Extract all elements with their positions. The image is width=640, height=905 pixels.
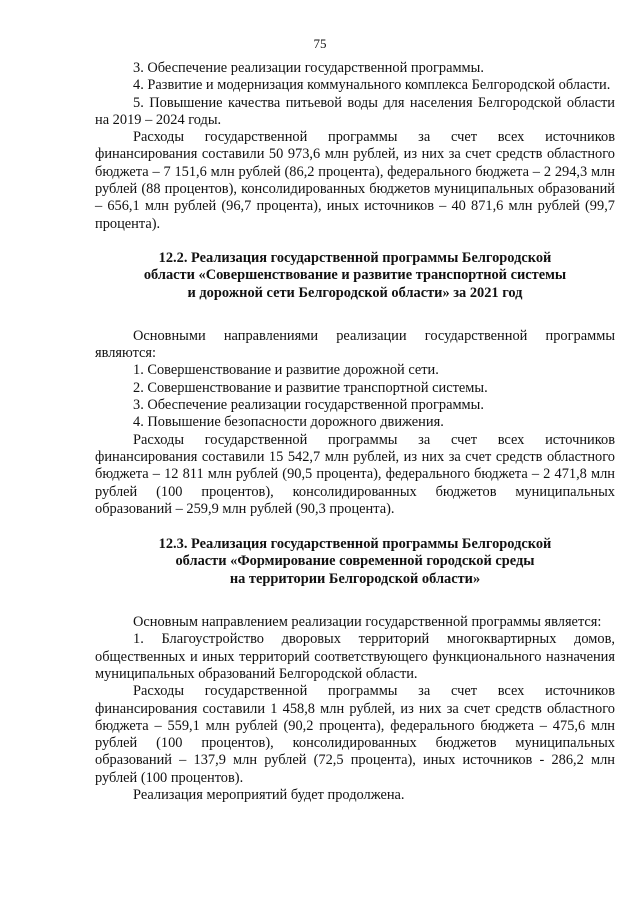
section-heading (95, 536, 615, 588)
heading-line: 12.2. Реализация государственной программы Белгородской (158, 249, 552, 266)
heading-line: области «Совершенствование и развитие транспортной системы (143, 267, 567, 284)
list-item: 4. Развитие и модернизация коммунального комплекса Белгородской области. (133, 77, 611, 94)
heading-line: на территории Белгородской области» (229, 570, 481, 587)
list-item: 4. Повышение безопасности дорожного движения. (133, 414, 444, 431)
page-content (95, 60, 615, 804)
intro-paragraph: Основным направлением реализации государственной программы является: (133, 614, 602, 631)
intro-paragraph: Основными направлениями реализации государственной программы являются: (95, 327, 615, 362)
page-number: 75 (313, 36, 327, 51)
list-item: 1. Совершенствование и развитие дорожной сети. (133, 362, 439, 379)
section-heading (95, 250, 615, 302)
expenses-paragraph: Расходы государственной программы за счет всех источников финансирования составили 15 542,7 млн рублей, из них за счет средств областного бюджета – 12 811 млн рублей (90,5 процента), федерального бюджета – 2 471,8 млн рублей (100 процентов), консолидированных бюджетов муниципальных образований – 259,9 млн рублей (90,3 процента). (95, 431, 615, 517)
closing-paragraph: Реализация мероприятий будет продолжена. (133, 786, 405, 803)
list-item: 5. Повышение качества питьевой воды для населения Белгородской области на 2019 – 2024 годы. (95, 94, 615, 128)
list-item: 3. Обеспечение реализации государственной программы. (133, 397, 484, 414)
list-item: 1. Благоустройство дворовых территорий многоквартирных домов, общественных и иных территорий соответствующего функционального назначения муниципальных образований Белгородской области. (95, 631, 615, 682)
expenses-paragraph: Расходы государственной программы за счет всех источников финансирования составили 1 458,8 млн рублей, из них за счет средств областного бюджета – 559,1 млн рублей (90,2 процента), федерального бюджета – 475,6 млн рублей (100 процентов), консолидированных бюджетов муниципальных образований – 137,9 млн рублей (72,5 процента), иных источников - 286,2 млн рублей (100 процентов). (95, 683, 615, 786)
expenses-paragraph: Расходы государственной программы за счет всех источников финансирования составили 50 973,6 млн рублей, из них за счет средств областного бюджета – 7 151,6 млн рублей (86,2 процента), федерального бюджета – 2 294,3 млн рублей (88 процентов), консолидированных бюджетов муниципальных образований – 656,1 млн рублей (96,7 процента), иных источников – 40 871,6 млн рублей (99,7 процента). (95, 129, 615, 232)
heading-line: области «Формирование современной городской среды (175, 553, 535, 570)
heading-line: 12.3. Реализация государственной программы Белгородской (158, 536, 552, 553)
list-item: 2. Совершенствование и развитие транспортной системы. (133, 379, 488, 396)
list-item: 3. Обеспечение реализации государственной программы. (133, 60, 484, 76)
heading-line: и дорожной сети Белгородской области» за 2021 год (187, 284, 523, 301)
